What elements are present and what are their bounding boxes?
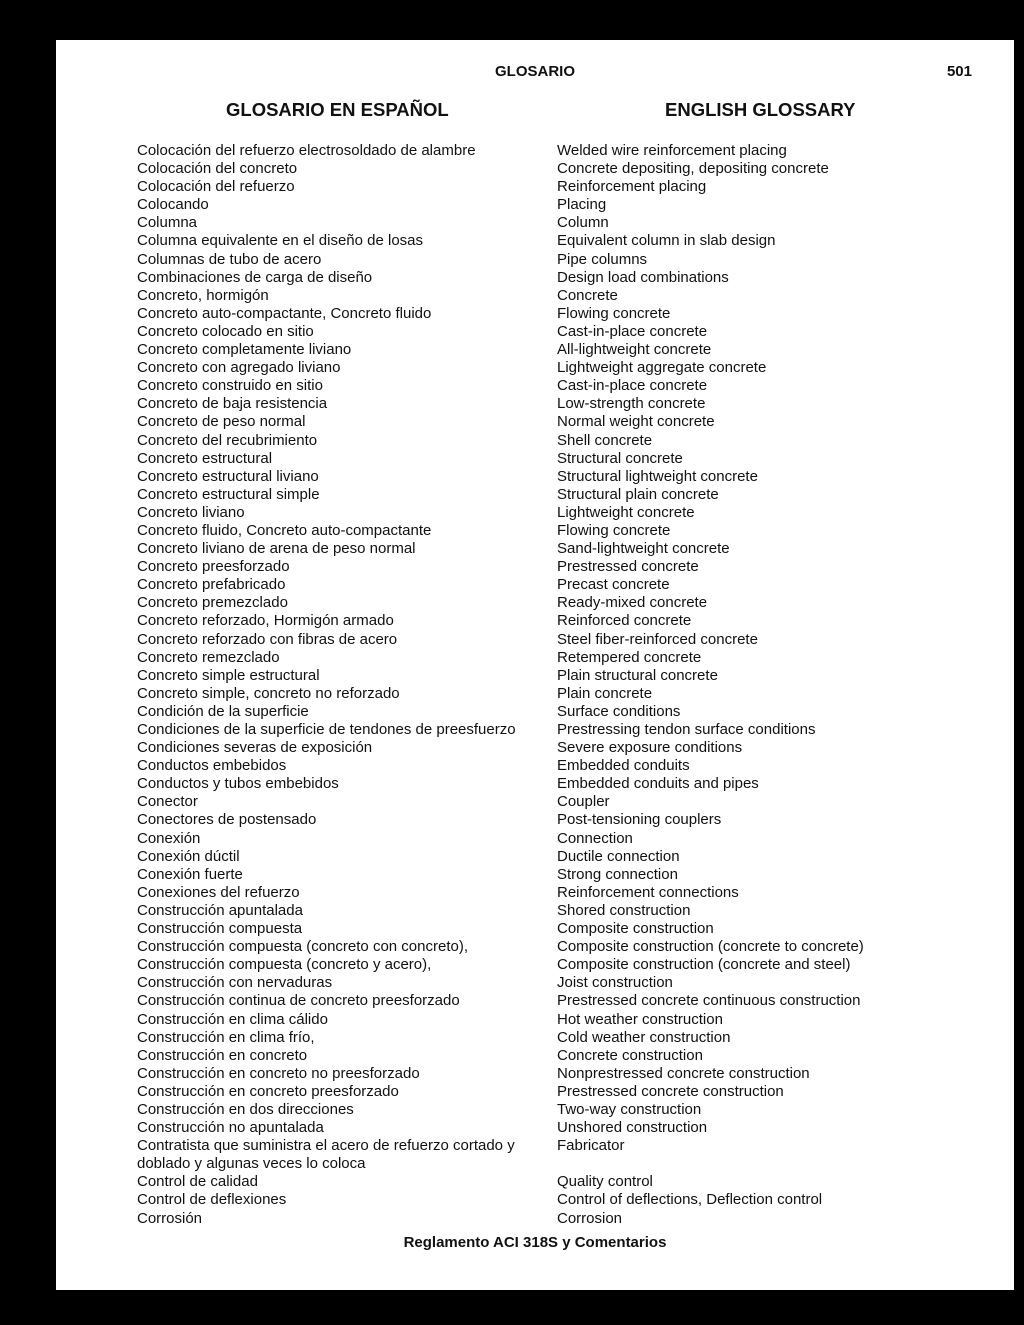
english-term: Flowing concrete xyxy=(557,304,671,322)
spanish-term: Concreto liviano xyxy=(137,503,245,521)
english-term: Structural lightweight concrete xyxy=(557,467,758,485)
spanish-term: Construcción continua de concreto preesforzado xyxy=(137,992,460,1010)
spanish-term: Condiciones de la superficie de tendones de preesfuerzo xyxy=(137,721,516,738)
english-term: Severe exposure conditions xyxy=(557,739,743,757)
spanish-term: Columnas de tubo de acero xyxy=(137,250,322,268)
spanish-term: Construcción compuesta xyxy=(137,920,303,938)
english-term: Joist construction xyxy=(557,974,673,992)
english-term: Flowing concrete xyxy=(557,521,671,539)
english-term: Steel fiber-reinforced concrete xyxy=(557,630,758,648)
spanish-term: Colocación del refuerzo xyxy=(137,178,295,196)
spanish-term: Concreto de baja resistencia xyxy=(137,395,328,413)
english-term: Reinforcement connections xyxy=(557,883,739,901)
english-term: Ductile connection xyxy=(557,847,680,865)
spanish-term: Condiciones severas de exposición xyxy=(137,739,373,757)
english-term: Embedded conduits and pipes xyxy=(557,775,759,793)
english-term: Embedded conduits xyxy=(557,757,690,775)
english-term: Plain concrete xyxy=(557,684,653,702)
english-term: Corrosion xyxy=(557,1209,623,1227)
spanish-term: Conexiones del refuerzo xyxy=(137,883,300,901)
spanish-term: Construcción en dos direcciones xyxy=(137,1100,354,1118)
spanish-term: Colocando xyxy=(137,196,209,214)
english-term: Composite construction xyxy=(557,920,714,938)
english-term: All-lightweight concrete xyxy=(557,341,712,359)
spanish-term-list xyxy=(137,142,516,1228)
english-term: Placing xyxy=(557,196,607,214)
english-term: Control of deflections, Deflection control xyxy=(557,1191,823,1209)
spanish-glossary-heading: GLOSARIO EN ESPAÑOL xyxy=(226,99,449,120)
spanish-term: Conector xyxy=(137,793,198,811)
spanish-term: Concreto con agregado liviano xyxy=(137,359,341,377)
spanish-term: Concreto reforzado con fibras de acero xyxy=(137,630,398,648)
english-term: Ready-mixed concrete xyxy=(557,594,708,612)
english-term: Lightweight concrete xyxy=(557,503,695,521)
spanish-term: Concreto simple estructural xyxy=(137,666,320,684)
spanish-term: Contratista que suministra el acero de refuerzo cortado y xyxy=(137,1137,515,1155)
spanish-term: Colocación del refuerzo electrosoldado de alambre xyxy=(137,142,476,159)
english-term: Coupler xyxy=(557,793,610,811)
spanish-term: Construcción no apuntalada xyxy=(137,1119,324,1137)
spanish-term: Construcción con nervaduras xyxy=(137,974,333,992)
english-term: Surface conditions xyxy=(557,702,681,720)
document-page xyxy=(56,40,1014,1290)
english-term: Precast concrete xyxy=(557,576,670,594)
spanish-term: Concreto construido en sitio xyxy=(137,377,323,395)
english-term: Strong connection xyxy=(557,865,678,883)
english-term: Shell concrete xyxy=(557,431,653,449)
english-term: Pipe columns xyxy=(557,250,648,268)
spanish-term: Concreto de peso normal xyxy=(137,413,306,431)
spanish-term: Construcción en concreto xyxy=(137,1046,308,1064)
spanish-term: Concreto, hormigón xyxy=(137,286,269,304)
spanish-term: Concreto fluido, Concreto auto-compactante xyxy=(137,521,432,539)
english-term: Cast-in-place concrete xyxy=(557,377,708,395)
english-term: Composite construction (concrete to concrete) xyxy=(557,938,864,956)
english-term: Cold weather construction xyxy=(557,1028,731,1046)
spanish-term: Control de calidad xyxy=(137,1173,258,1191)
english-term: Reinforcement placing xyxy=(557,178,707,196)
english-term: Concrete xyxy=(557,286,618,304)
english-term: Equivalent column in slab design xyxy=(557,232,776,250)
english-term: Retempered concrete xyxy=(557,648,702,666)
english-term: Two-way construction xyxy=(557,1100,702,1118)
spanish-term: Concreto liviano de arena de peso normal xyxy=(137,540,416,558)
spanish-term: Concreto premezclado xyxy=(137,594,288,612)
spanish-term: Condición de la superficie xyxy=(137,702,309,720)
running-title: GLOSARIO xyxy=(494,63,575,80)
spanish-term: Concreto simple, concreto no reforzado xyxy=(137,684,400,702)
spanish-term: Construcción apuntalada xyxy=(137,901,303,919)
english-term: Post-tensioning couplers xyxy=(557,811,722,829)
spanish-term: Conductos y tubos embebidos xyxy=(137,775,339,793)
english-term: Reinforced concrete xyxy=(557,612,692,630)
spanish-term: Concreto auto-compactante, Concreto fluido xyxy=(137,304,432,322)
spanish-term: Conexión fuerte xyxy=(137,865,243,883)
spanish-term: Combinaciones de carga de diseño xyxy=(137,268,373,286)
spanish-term: Concreto prefabricado xyxy=(137,576,286,594)
spanish-term: Construcción en clima cálido xyxy=(137,1010,328,1028)
spanish-term: Conductos embebidos xyxy=(137,757,287,775)
spanish-term: Construcción en concreto no preesforzado xyxy=(137,1064,420,1082)
english-term: Lightweight aggregate concrete xyxy=(557,359,767,377)
spanish-term: Conexión dúctil xyxy=(137,847,240,865)
english-term: Sand-lightweight concrete xyxy=(557,540,730,558)
english-term: Hot weather construction xyxy=(557,1010,723,1028)
english-term: Normal weight concrete xyxy=(557,413,715,431)
english-term: Concrete construction xyxy=(557,1046,703,1064)
english-term: Low-strength concrete xyxy=(557,395,706,413)
english-term: Concrete depositing, depositing concrete xyxy=(557,160,829,178)
page-footer: Reglamento ACI 318S y Comentarios xyxy=(403,1234,667,1251)
english-term: Structural concrete xyxy=(557,449,683,467)
spanish-term: Concreto del recubrimiento xyxy=(137,431,318,449)
english-term: Prestressed concrete construction xyxy=(557,1082,784,1100)
spanish-term: Concreto preesforzado xyxy=(137,558,290,576)
english-term xyxy=(557,1155,864,1173)
english-term: Prestressing tendon surface conditions xyxy=(557,721,816,738)
spanish-term: Construcción en clima frío, xyxy=(137,1028,315,1046)
page-number: 501 xyxy=(946,63,972,80)
spanish-term: Concreto colocado en sitio xyxy=(137,322,314,340)
english-term: Connection xyxy=(557,829,633,847)
english-term-list xyxy=(557,142,864,1228)
english-term: Composite construction (concrete and steel) xyxy=(557,956,851,974)
spanish-term: Conexión xyxy=(137,829,201,847)
spanish-term: Conectores de postensado xyxy=(137,811,317,829)
english-term: Shored construction xyxy=(557,901,691,919)
spanish-term: Construcción compuesta (concreto y acero), xyxy=(137,956,432,974)
spanish-term: Concreto estructural xyxy=(137,449,273,467)
spanish-term: Columna xyxy=(137,214,198,232)
english-term: Quality control xyxy=(557,1173,653,1191)
spanish-term: Control de deflexiones xyxy=(137,1191,287,1209)
spanish-term: Concreto estructural simple xyxy=(137,485,320,503)
english-glossary-heading: ENGLISH GLOSSARY xyxy=(665,99,856,120)
spanish-term: Corrosión xyxy=(137,1209,203,1227)
english-term: Welded wire reinforcement placing xyxy=(557,142,787,159)
english-term: Column xyxy=(557,214,609,232)
english-term: Prestressed concrete continuous construction xyxy=(557,992,861,1010)
english-term: Fabricator xyxy=(557,1137,625,1155)
spanish-term: Construcción compuesta (concreto con concreto), xyxy=(137,938,468,956)
spanish-term: Concreto estructural liviano xyxy=(137,467,319,485)
spanish-term: Construcción en concreto preesforzado xyxy=(137,1082,399,1100)
english-term: Design load combinations xyxy=(557,268,729,286)
english-term: Nonprestressed concrete construction xyxy=(557,1064,810,1082)
english-term: Unshored construction xyxy=(557,1119,708,1137)
spanish-term: Concreto remezclado xyxy=(137,648,280,666)
english-term: Structural plain concrete xyxy=(557,485,719,503)
spanish-term: Concreto completamente liviano xyxy=(137,341,352,359)
english-term: Plain structural concrete xyxy=(557,666,718,684)
spanish-term: Concreto reforzado, Hormigón armado xyxy=(137,612,394,630)
spanish-term: Columna equivalente en el diseño de losas xyxy=(137,232,424,250)
english-term: Prestressed concrete xyxy=(557,558,699,576)
spanish-term: doblado y algunas veces lo coloca xyxy=(137,1155,366,1173)
spanish-term: Colocación del concreto xyxy=(137,160,298,178)
english-term: Cast-in-place concrete xyxy=(557,322,708,340)
